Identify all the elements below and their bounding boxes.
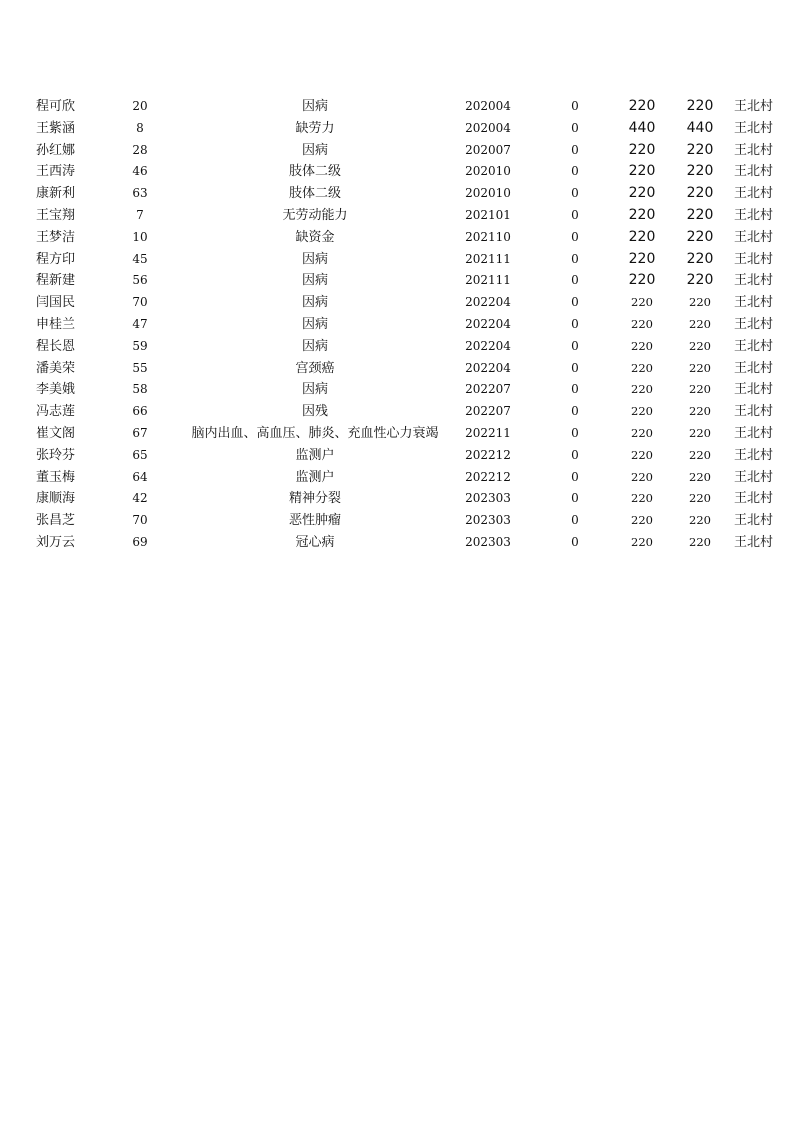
- table-row: [0, 161, 793, 183]
- amount-cell: 220: [631, 295, 653, 310]
- amount-cell: 220: [628, 272, 656, 289]
- amount-cell: 220: [631, 447, 653, 462]
- age-cell: 64: [132, 469, 148, 484]
- village-cell: 王北村: [734, 534, 774, 550]
- amount-cell: 220: [628, 141, 656, 158]
- table-row: [0, 292, 793, 314]
- name-cell: 康顺海: [36, 491, 76, 507]
- table-row: [0, 445, 793, 467]
- month-cell: 202007: [465, 142, 511, 157]
- name-cell: 康新利: [36, 186, 76, 202]
- amount-cell: 440: [628, 119, 656, 136]
- amount-cell: 220: [689, 360, 711, 375]
- age-cell: 59: [132, 338, 148, 353]
- village-cell: 王北村: [734, 99, 774, 114]
- data-table: [0, 96, 793, 554]
- name-cell: 王宝翔: [36, 207, 76, 223]
- zero-cell: 0: [571, 251, 579, 266]
- zero-cell: 0: [571, 273, 579, 288]
- reason-cell: 监测户: [295, 447, 335, 463]
- table-row: [0, 96, 793, 118]
- amount-cell: 220: [628, 185, 656, 202]
- village-cell: 王北村: [734, 338, 774, 354]
- reason-cell: 因病: [301, 251, 328, 267]
- reason-cell: 因病: [301, 295, 328, 311]
- amount-cell: 220: [689, 295, 711, 310]
- name-cell: 潘美荣: [36, 360, 76, 376]
- age-cell: 63: [132, 186, 148, 201]
- age-cell: 45: [132, 251, 148, 266]
- month-cell: 202110: [465, 229, 511, 244]
- amount-cell: 220: [689, 513, 711, 528]
- village-cell: 王北村: [734, 186, 774, 202]
- amount-cell: 220: [631, 491, 653, 506]
- reason-cell: 肢体二级: [288, 186, 341, 202]
- zero-cell: 0: [571, 404, 579, 419]
- amount-cell: 220: [689, 469, 711, 484]
- zero-cell: 0: [571, 142, 579, 157]
- month-cell: 202204: [465, 295, 511, 310]
- village-cell: 王北村: [734, 469, 774, 485]
- table-row: [0, 118, 793, 140]
- name-cell: 程新建: [36, 273, 76, 289]
- table-row: [0, 510, 793, 532]
- amount-cell: 220: [689, 382, 711, 397]
- month-cell: 202010: [465, 186, 511, 201]
- reason-cell: 因残: [301, 404, 328, 420]
- table-row: [0, 183, 793, 205]
- name-cell: 程长恩: [36, 338, 76, 354]
- name-cell: 刘万云: [36, 534, 76, 550]
- month-cell: 202211: [465, 425, 511, 440]
- name-cell: 张玲芬: [36, 447, 76, 463]
- village-cell: 王北村: [734, 360, 774, 376]
- table-row: [0, 314, 793, 336]
- age-cell: 70: [132, 295, 148, 310]
- amount-cell: 220: [631, 316, 653, 331]
- amount-cell: 220: [628, 228, 656, 245]
- zero-cell: 0: [571, 207, 579, 222]
- name-cell: 申桂兰: [36, 316, 76, 332]
- age-cell: 20: [132, 99, 148, 113]
- month-cell: 202212: [465, 447, 511, 462]
- village-cell: 王北村: [734, 142, 774, 158]
- name-cell: 王西涛: [36, 164, 76, 180]
- zero-cell: 0: [571, 316, 579, 331]
- age-cell: 70: [132, 513, 148, 528]
- name-cell: 张昌芝: [36, 513, 76, 529]
- amount-cell: 220: [686, 206, 714, 223]
- zero-cell: 0: [571, 360, 579, 375]
- village-cell: 王北村: [734, 295, 774, 311]
- village-cell: 王北村: [734, 491, 774, 507]
- amount-cell: 220: [686, 185, 714, 202]
- table-row: [0, 140, 793, 162]
- age-cell: 47: [132, 316, 148, 331]
- amount-cell: 220: [631, 404, 653, 419]
- village-cell: 王北村: [734, 229, 774, 245]
- month-cell: 202212: [465, 469, 511, 484]
- month-cell: 202303: [465, 513, 511, 528]
- reason-cell: 精神分裂: [288, 491, 341, 507]
- zero-cell: 0: [571, 469, 579, 484]
- amount-cell: 220: [631, 425, 653, 440]
- zero-cell: 0: [571, 186, 579, 201]
- amount-cell: 220: [686, 250, 714, 267]
- month-cell: 202204: [465, 316, 511, 331]
- month-cell: 202111: [465, 251, 511, 266]
- amount-cell: 220: [631, 382, 653, 397]
- zero-cell: 0: [571, 295, 579, 310]
- age-cell: 66: [132, 404, 148, 419]
- reason-cell: 缺资金: [295, 229, 335, 245]
- amount-cell: 220: [628, 206, 656, 223]
- reason-cell: 因病: [301, 273, 328, 289]
- reason-cell: 因病: [301, 316, 328, 332]
- reason-cell: 因病: [301, 99, 328, 114]
- reason-cell: 因病: [301, 338, 328, 354]
- amount-cell: 220: [689, 447, 711, 462]
- table-row: [0, 401, 793, 423]
- name-cell: 董玉梅: [36, 469, 76, 485]
- reason-cell: 肢体二级: [288, 164, 341, 180]
- reason-cell: 监测户: [295, 469, 335, 485]
- name-cell: 程可欣: [36, 99, 76, 114]
- zero-cell: 0: [571, 425, 579, 440]
- village-cell: 王北村: [734, 273, 774, 289]
- amount-cell: 220: [689, 316, 711, 331]
- amount-cell: 220: [631, 534, 653, 549]
- amount-cell: 220: [686, 98, 714, 114]
- name-cell: 孙红娜: [36, 142, 76, 158]
- month-cell: 202204: [465, 338, 511, 353]
- table-row: [0, 270, 793, 292]
- table-row: [0, 379, 793, 401]
- name-cell: 冯志莲: [36, 404, 76, 420]
- amount-cell: 220: [628, 250, 656, 267]
- village-cell: 王北村: [734, 447, 774, 463]
- age-cell: 46: [132, 164, 148, 179]
- name-cell: 王紫涵: [36, 120, 76, 136]
- age-cell: 7: [136, 207, 144, 222]
- table-row: [0, 336, 793, 358]
- month-cell: 202303: [465, 491, 511, 506]
- reason-cell: 因病: [301, 382, 328, 398]
- reason-cell: 冠心病: [295, 534, 335, 550]
- table-row: [0, 423, 793, 445]
- amount-cell: 220: [631, 360, 653, 375]
- name-cell: 王梦洁: [36, 229, 76, 245]
- amount-cell: 220: [686, 141, 714, 158]
- reason-cell: 因病: [301, 142, 328, 158]
- amount-cell: 220: [628, 163, 656, 180]
- village-cell: 王北村: [734, 513, 774, 529]
- amount-cell: 220: [628, 98, 656, 114]
- amount-cell: 220: [631, 469, 653, 484]
- month-cell: 202004: [465, 120, 511, 135]
- name-cell: 李美娥: [36, 382, 76, 398]
- age-cell: 58: [132, 382, 148, 397]
- village-cell: 王北村: [734, 425, 774, 441]
- zero-cell: 0: [571, 164, 579, 179]
- age-cell: 67: [132, 425, 148, 440]
- reason-cell: 脑内出血、高血压、肺炎、充血性心力衰竭: [191, 425, 439, 441]
- amount-cell: 220: [689, 534, 711, 549]
- zero-cell: 0: [571, 447, 579, 462]
- amount-cell: 220: [689, 425, 711, 440]
- zero-cell: 0: [571, 534, 579, 549]
- month-cell: 202204: [465, 360, 511, 375]
- month-cell: 202207: [465, 382, 511, 397]
- amount-cell: 440: [686, 119, 714, 136]
- reason-cell: 恶性肿瘤: [288, 513, 341, 529]
- village-cell: 王北村: [734, 164, 774, 180]
- zero-cell: 0: [571, 382, 579, 397]
- reason-cell: 缺劳力: [295, 120, 335, 136]
- name-cell: 程方印: [36, 251, 76, 267]
- amount-cell: 220: [686, 163, 714, 180]
- age-cell: 55: [132, 360, 148, 375]
- age-cell: 10: [132, 229, 148, 244]
- age-cell: 28: [132, 142, 148, 157]
- amount-cell: 220: [686, 272, 714, 289]
- table-row: [0, 205, 793, 227]
- zero-cell: 0: [571, 338, 579, 353]
- name-cell: 崔文阁: [36, 425, 76, 441]
- zero-cell: 0: [571, 120, 579, 135]
- village-cell: 王北村: [734, 316, 774, 332]
- amount-cell: 220: [689, 491, 711, 506]
- age-cell: 65: [132, 447, 148, 462]
- village-cell: 王北村: [734, 382, 774, 398]
- amount-cell: 220: [631, 338, 653, 353]
- reason-cell: 宫颈癌: [295, 360, 335, 376]
- reason-cell: 无劳动能力: [282, 207, 348, 223]
- village-cell: 王北村: [734, 207, 774, 223]
- zero-cell: 0: [571, 513, 579, 528]
- month-cell: 202010: [465, 164, 511, 179]
- table-row: [0, 488, 793, 510]
- name-cell: 闫国民: [36, 295, 76, 311]
- table-row: [0, 532, 793, 554]
- amount-cell: 220: [686, 228, 714, 245]
- amount-cell: 220: [689, 338, 711, 353]
- month-cell: 202207: [465, 404, 511, 419]
- table-row: [0, 227, 793, 249]
- age-cell: 56: [132, 273, 148, 288]
- amount-cell: 220: [689, 404, 711, 419]
- month-cell: 202111: [465, 273, 511, 288]
- village-cell: 王北村: [734, 251, 774, 267]
- village-cell: 王北村: [734, 120, 774, 136]
- zero-cell: 0: [571, 99, 579, 113]
- month-cell: 202004: [465, 99, 511, 113]
- zero-cell: 0: [571, 491, 579, 506]
- table-row: [0, 467, 793, 489]
- village-cell: 王北村: [734, 404, 774, 420]
- table-row: [0, 249, 793, 271]
- age-cell: 69: [132, 534, 148, 549]
- month-cell: 202101: [465, 207, 511, 222]
- age-cell: 42: [132, 491, 148, 506]
- zero-cell: 0: [571, 229, 579, 244]
- amount-cell: 220: [631, 513, 653, 528]
- age-cell: 8: [136, 120, 144, 135]
- month-cell: 202303: [465, 534, 511, 549]
- table-row: [0, 358, 793, 380]
